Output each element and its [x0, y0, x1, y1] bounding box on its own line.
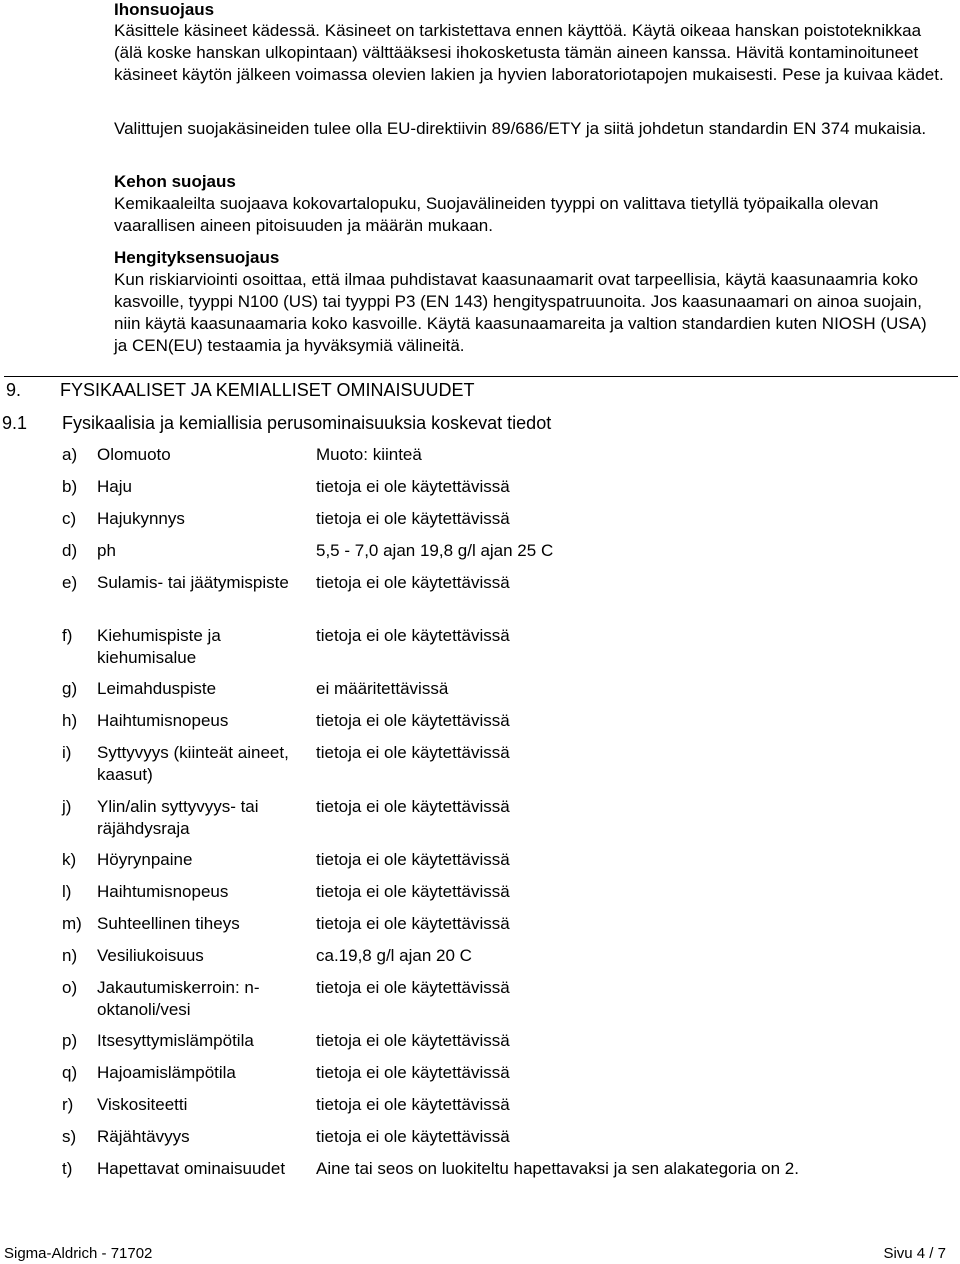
property-label: Viskositeetti: [97, 1095, 188, 1114]
property-letter: o): [62, 978, 78, 997]
property-value: tietoja ei ole käytettävissä: [316, 1063, 510, 1082]
hand-protection-section: [114, 0, 944, 86]
property-value: ca.19,8 g/l ajan 20 C: [316, 946, 472, 965]
property-value: 5,5 - 7,0 ajan 19,8 g/l ajan 25 C: [316, 541, 554, 560]
property-letter: m): [62, 914, 82, 933]
glove-standard-note: [114, 118, 944, 140]
property-value: tietoja ei ole käytettävissä: [316, 626, 510, 645]
property-value: tietoja ei ole käytettävissä: [316, 914, 510, 933]
property-label: Höyrynpaine: [97, 850, 193, 869]
property-value: tietoja ei ole käytettävissä: [316, 711, 510, 730]
property-letter: d): [62, 541, 78, 560]
footer-page-number: Sivu 4 / 7: [883, 1245, 946, 1262]
property-value: ei määritettävissä: [316, 679, 449, 698]
body-protection-heading: Kehon suojaus: [114, 172, 236, 191]
property-value: tietoja ei ole käytettävissä: [316, 797, 510, 816]
body-protection-section: [114, 171, 944, 237]
footer-product: Sigma-Aldrich - 71702: [4, 1245, 153, 1262]
property-label: Haihtumisnopeus: [97, 882, 229, 901]
property-label: Hajoamislämpötila: [97, 1063, 236, 1082]
property-letter: t): [62, 1159, 73, 1178]
property-letter: i): [62, 743, 72, 762]
property-value: tietoja ei ole käytettävissä: [316, 509, 510, 528]
property-label: Haju: [97, 477, 132, 496]
property-letter: n): [62, 946, 78, 965]
property-letter: h): [62, 711, 78, 730]
property-label: Räjähtävyys: [97, 1127, 190, 1146]
glove-standard-text: Valittujen suojakäsineiden tulee olla EU-direktiivin 89/686/ETY ja siitä johdetun standardin EN 374 mukaisia.: [114, 119, 927, 138]
property-letter: c): [62, 509, 77, 528]
section-9-number: 9.: [6, 380, 22, 400]
property-letter: b): [62, 477, 78, 496]
property-label: Itsesyttymislämpötila: [97, 1031, 254, 1050]
property-letter: l): [62, 882, 72, 901]
property-letter: q): [62, 1063, 78, 1082]
property-label: Haihtumisnopeus: [97, 711, 229, 730]
property-label: Vesiliukoisuus: [97, 946, 204, 965]
property-label: Syttyvyys (kiinteät aineet, kaasut): [97, 743, 289, 784]
section-9-1-number: 9.1: [2, 413, 28, 433]
property-label: Leimahduspiste: [97, 679, 217, 698]
property-letter: s): [62, 1127, 77, 1146]
section-9-heading: [6, 380, 474, 401]
property-letter: j): [62, 797, 72, 816]
property-letter: p): [62, 1031, 78, 1050]
property-letter: r): [62, 1095, 74, 1114]
body-protection-text: Kemikaaleilta suojaava kokovartalopuku, Suojavälineiden tyyppi on valittava tietyllä työpaikalla olevan vaarallisen aineen pitoisuuden ja määrän mukaan.: [114, 194, 879, 235]
respiratory-protection-text: Kun riskiarviointi osoittaa, että ilmaa puhdistavat kaasunaamarit ovat tarpeellisia, käytä kaasunaamria koko kasvoille, tyyppi N100 (US) tai tyyppi P3 (EN 143) hengityspatruunoita. Jos kaasunaamari on ainoa suojain, niin käytä kaasunaamaria koko kasvoille. Käytä kaasunaamareita ja valtion standardien kuten NIOSH (USA) ja CEN(EU) testaamia ja hyväksymiä välineitä.: [114, 270, 927, 355]
property-label: Kiehumispiste ja kiehumisalue: [97, 626, 221, 667]
property-value: tietoja ei ole käytettävissä: [316, 573, 510, 592]
property-label: Hajukynnys: [97, 509, 185, 528]
property-value: tietoja ei ole käytettävissä: [316, 743, 510, 762]
property-letter: f): [62, 626, 73, 645]
property-label: Ylin/alin syttyvyys- tai räjähdysraja: [97, 797, 259, 838]
property-letter: a): [62, 445, 78, 464]
property-value: tietoja ei ole käytettävissä: [316, 1095, 510, 1114]
section-9-1-title: Fysikaalisia ja kemiallisia perusominaisuuksia koskevat tiedot: [62, 413, 552, 433]
property-value: Muoto: kiinteä: [316, 445, 422, 464]
property-label: Olomuoto: [97, 445, 171, 464]
property-label: Hapettavat ominaisuudet: [97, 1159, 286, 1178]
hand-protection-heading: Ihonsuojaus: [114, 0, 215, 19]
property-letter: k): [62, 850, 77, 869]
respiratory-protection-section: [114, 247, 944, 357]
property-label: Jakautumiskerroin: n-oktanoli/vesi: [97, 978, 260, 1019]
section-9-title: FYSIKAALISET JA KEMIALLISET OMINAISUUDET: [60, 380, 475, 400]
respiratory-protection-heading: Hengityksensuojaus: [114, 248, 280, 267]
property-letter: e): [62, 573, 78, 592]
property-value: tietoja ei ole käytettävissä: [316, 978, 510, 997]
property-value: Aine tai seos on luokiteltu hapettavaksi ja sen alakategoria on 2.: [316, 1159, 799, 1178]
property-value: tietoja ei ole käytettävissä: [316, 1031, 510, 1050]
property-value: tietoja ei ole käytettävissä: [316, 477, 510, 496]
hand-protection-text: Käsittele käsineet kädessä. Käsineet on tarkistettava ennen käyttöä. Käytä oikeaa hanskan poistoteknikkaa (älä koske hanskan ulkopintaan) välttääksesi ihokosketusta tämän aineen kanssa. Hävitä kontaminoituneet käsineet käytön jälkeen voimassa olevien lakien ja hyvien laboratoriotapojen mukaisesti. Pese ja kuivaa kädet.: [114, 21, 944, 84]
property-label: Sulamis- tai jäätymispiste: [97, 573, 289, 592]
property-value: tietoja ei ole käytettävissä: [316, 882, 510, 901]
property-letter: g): [62, 679, 78, 698]
property-value: tietoja ei ole käytettävissä: [316, 1127, 510, 1146]
property-label: ph: [97, 541, 116, 560]
property-label: Suhteellinen tiheys: [97, 914, 240, 933]
property-value: tietoja ei ole käytettävissä: [316, 850, 510, 869]
section-divider: [4, 376, 958, 377]
section-9-1-heading: [2, 413, 551, 434]
